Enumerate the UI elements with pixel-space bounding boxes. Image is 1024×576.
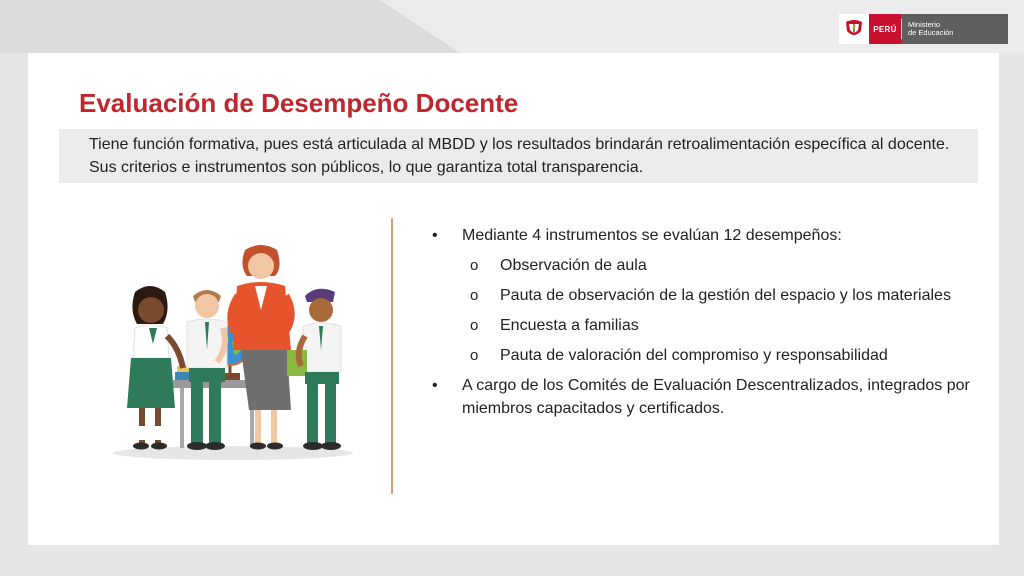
- bullet-marker: •: [432, 377, 438, 394]
- sub-bullet-observacion: [430, 254, 990, 277]
- logo-ministry-line2: de Educación: [908, 28, 954, 37]
- bullet-marker: •: [432, 227, 438, 244]
- logo-country-label: PERÚ: [869, 14, 901, 44]
- sub-bullet-text: Observación de aula: [500, 257, 647, 274]
- bullet-instruments: [430, 224, 990, 247]
- sub-bullet-pauta-valoracion: [430, 344, 990, 367]
- teacher-students-illustration: [105, 240, 360, 465]
- evaluation-bullet-list: [430, 224, 990, 427]
- intro-text: Tiene función formativa, pues está articulada al MBDD y los resultados brindarán retroalimentación específica al docente. Sus criterios e instrumentos son públicos, lo que garantiza total transparencia.: [89, 136, 950, 176]
- sub-bullet-text: Encuesta a familias: [500, 317, 639, 334]
- sub-bullet-encuesta: [430, 314, 990, 337]
- sub-bullet-marker: o: [470, 287, 479, 304]
- bullet-text: A cargo de los Comités de Evaluación Descentralizados, integrados por miembros capacitados y certificados.: [462, 377, 970, 417]
- logo-ministry-label: [902, 14, 1008, 44]
- logo-divider: [901, 19, 902, 39]
- bullet-comites: [430, 374, 990, 420]
- ministry-logo: [839, 14, 1008, 44]
- sub-bullet-pauta-observacion: [430, 284, 990, 307]
- sub-bullet-text: Pauta de valoración del compromiso y responsabilidad: [500, 347, 888, 364]
- logo-ministry-line1: Ministerio: [908, 20, 941, 29]
- peru-crest-icon: [839, 14, 869, 44]
- vertical-divider: [391, 218, 393, 494]
- sub-bullet-marker: o: [470, 317, 479, 334]
- bullet-text: Mediante 4 instrumentos se evalúan 12 desempeños:: [462, 227, 842, 244]
- sub-bullet-text: Pauta de observación de la gestión del espacio y los materiales: [500, 287, 951, 304]
- slide-title: Evaluación de Desempeño Docente: [79, 88, 519, 118]
- sub-bullet-marker: o: [470, 347, 479, 364]
- sub-bullet-marker: o: [470, 257, 479, 274]
